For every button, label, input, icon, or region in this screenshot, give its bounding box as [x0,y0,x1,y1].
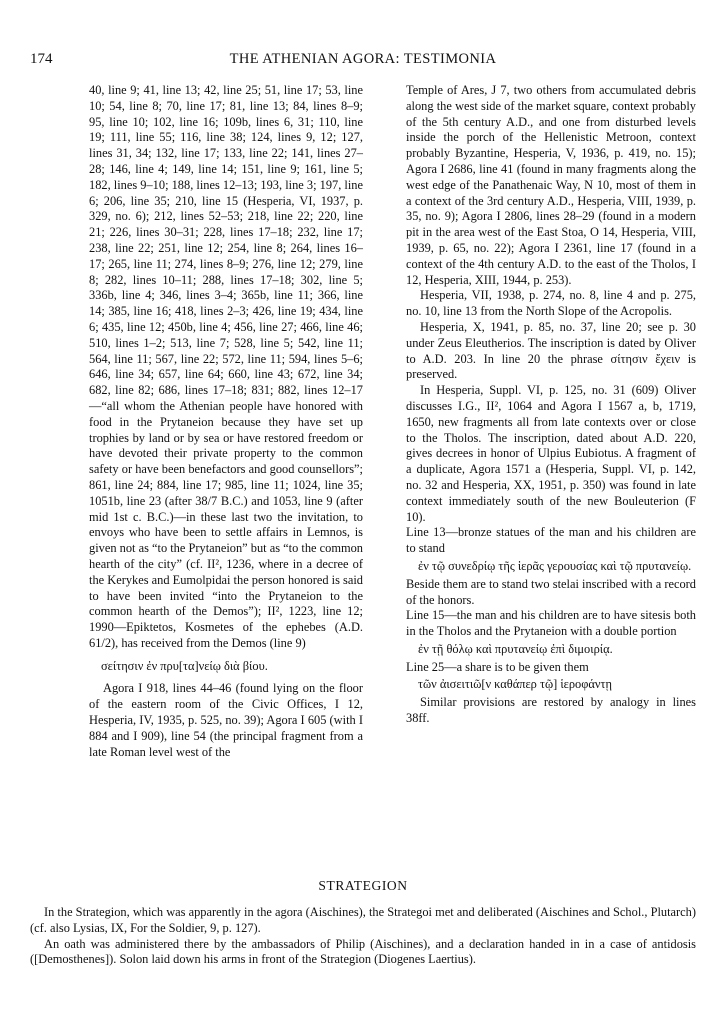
left-column [89,83,363,760]
paragraph: Temple of Ares, J 7, two others from accumulated debris along the west side of the market square, context probably of the 5th century A.D., and one from disturbed levels inside the porch of the Hellenistic Metroon, context probably Byzantine, Hesperia, V, 1936, p. 419, no. 15); Agora I 2686, line 41 (found in many fragments along the west edge of the Panathenaic Way, N 10, most of them in a context of the 3rd century A.D., Hesperia, VIII, 1939, p. 35, no. 9); Agora I 2806, lines 28–29 (found in a modern pit in the area west of the East Stoa, O 14, Hesperia, VIII, 1939, p. 65, no. 22); Agora I 2361, line 17 (found in a context of the 4th century A.D. to the east of the Tholos, I 12, Hesperia, XIII, 1944, p. 253). [406,83,696,287]
paragraph: Hesperia, VII, 1938, p. 274, no. 8, line 4 and p. 275, no. 10, line 13 from the North Slope of the Acropolis. [406,288,696,319]
greek-quotation: ἐν τῷ συνεδρίῳ τῆς ἱερᾶς γερουσίας καὶ τῷ πρυτανείῳ. [418,558,692,573]
paragraph: In the Strategion, which was apparently in the agora (Aischines), the Strategoi met and deliberated (Aischines and Schol., Plutarch) (cf. also Lysias, IX, For the Soldier, 9, p. 127). [30,905,696,935]
greek-quotation: σείτησιν ἐν πρυ[τα]νείῳ διὰ βίου. [101,658,268,673]
paragraph: Line 25—a share is to be given them [406,659,589,674]
paragraph: Line 13—bronze statues of the man and his children are to stand [406,525,696,556]
paragraph: Beside them are to stand two stelai inscribed with a record of the honors. [406,576,696,607]
page-number: 174 [30,51,53,67]
paragraph: Similar provisions are restored by analogy in lines 38ff. [406,695,696,726]
paragraph: 40, line 9; 41, line 13; 42, line 25; 51, line 17; 53, line 10; 54, line 8; 70, line 17; 81, line 13; 84, lines 8–9; 95, line 10; 102, line 16; 109b, lines 6, 31; 110, line 19; 111, line 55; 116, line 38; 124, lines 9, 12; 127, lines 31, 34; 132, line 17; 133, line 22; 141, lines 27–28; 146, line 4; 149, line 14; 151, line 9; 161, line 5; 182, lines 9–10; 188, lines 12–13; 193, line 3; 197, line 6; 206, line 35; 210, line 15 (Hesperia, VI, 1937, p. 329, no. 6); 212, lines 52–53; 218, line 22; 220, line 21; 226, lines 30–31; 228, lines 17–18; 232, line 17; 238, line 22; 251, line 12; 254, line 8; 264, lines 16–17; 265, line 11; 274, lines 8–9; 276, line 12; 279, line 8; 282, lines 10–11; 288, lines 17–18; 302, line 5; 336b, line 4; 346, lines 3–4; 365b, line 11; 366, line 14; 385, line 16; 418, lines 2–3; 426, line 19; 434, line 6; 435, line 12; 450b, line 4; 456, line 27; 466, line 46; 510, lines 1–2; 513, line 7; 528, line 5; 542, line 11; 564, line 11; 567, line 22; 572, line 11; 594, lines 5–6; 646, line 34; 657, line 64; 660, line 43; 672, line 34; 682, line 82; 686, lines 17–18; 831; 882, lines 12–17—“all whom the Athenian people have honored with food in the Prytaneion because they have set up trophies by land or by sea or have restored freedom or have devoted their private property to the common safety or have been benefactors and good counsellors”; 861, line 24; 884, line 17; 985, line 11; 1024, line 35; 1051b, line 23 (after 38/7 B.C.) and 1053, line 9 (after mid 1st c. B.C.)—in these last two the invitation, to envoys who have been to settle affairs in Lemnos, is given not as “to the Prytaneion” but as “to the common hearth of the city” (cf. II², 1236, where in a decree of the Kerykes and Eumolpidai the person honored is said to have been invited “into the Prytaneion to the common hearth of the Demos”); II², 1223, line 12; 1990—Epiktetos, Kosmetes of the ephebes (A.D. 61/2), has received from the Demos (line 9) [89,83,363,650]
running-head: THE ATHENIAN AGORA: TESTIMONIA [229,51,497,67]
paragraph: An oath was administered there by the ambassadors of Philip (Aischines), and a declaration handed in in a case of antidosis ([Demosthenes]). Solon laid down his arms in front of the Strategion (Diogenes Laertius). [30,936,696,967]
section-title: STRATEGION [318,878,408,893]
paragraph: Hesperia, X, 1941, p. 85, no. 37, line 20; see p. 30 under Zeus Eleutherios. The inscription is dated by Oliver to A.D. 203. In line 20 the phrase σίτησιν ἔχειν is preserved. [406,319,696,382]
paragraph: Line 15—the man and his children are to have sitesis both in the Tholos and the Prytaneion with a double portion [406,608,696,639]
page-header [30,51,696,71]
section-body [30,905,696,968]
greek-quotation: ἐν τῇ θόλῳ καὶ πρυτανείῳ ἐπὶ διμοιρίᾳ. [418,641,613,656]
greek-quotation: τῶν ἀισειτιῶ[ν καθάπερ τῷ] ἱεροφάντῃ [418,677,612,692]
right-column [406,83,696,727]
paragraph: Agora I 918, lines 44–46 (found lying on the floor of the eastern room of the Civic Offices, I 12, Hesperia, IV, 1935, p. 525, no. 39); Agora I 605 (with I 884 and I 909), line 54 (the principal fragment from a late Roman level west of the [89,681,363,759]
paragraph: In Hesperia, Suppl. VI, p. 125, no. 31 (609) Oliver discusses I.G., II², 1064 and Agora I 1567 a, b, 1719, 1650, new fragments all from late contexts over or close to the Tholos. The inscription, dated about A.D. 220, gives decrees in honor of Ulpius Eubiotus. A fragment of a duplicate, Agora 1571 a (Hesperia, Suppl. VI, p. 142, no. 32 and Hesperia, XX, 1951, p. 350) was found in late context immediately south of the new Bouleuterion (F 10). [406,383,696,524]
